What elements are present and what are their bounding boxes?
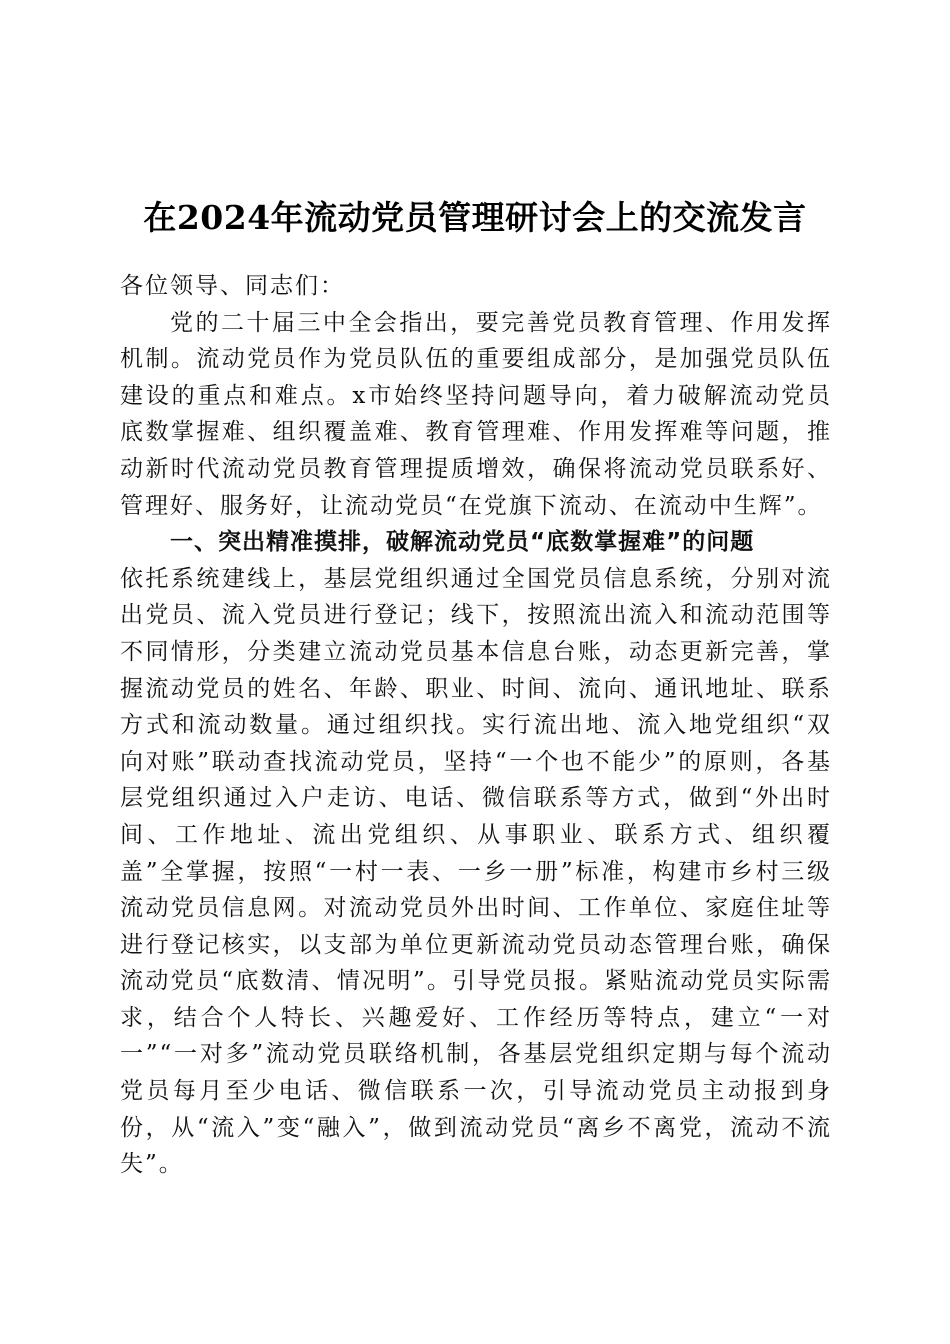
section-body-paragraph: 依托系统建线上，基层党组织通过全国党员信息系统，分别对流出党员、流入党员进行登记；线下，按照流出流入和流动范围等不同情形，分类建立流动党员基本信息台账，动态更新完善，掌握流动党员的姓名、年龄、职业、时间、流向、通讯地址、联系方式和流动数量。通过组织找。实行流出地、流入地党组织“双向对账”联动查找流动党员，坚持“一个也不能少”的原则，各基层党组织通过入户走访、电话、微信联系等方式，做到“外出时间、工作地址、流出党组织、从事职业、联系方式、组织覆盖”全掌握，按照“一村一表、一乡一册”标准，构建市乡村三级流动党员信息网。对流动党员外出时间、工作单位、家庭住址等进行登记核实，以支部为单位更新流动党员动态管理台账，确保流动党员“底数清、情况明”。引导党员报。紧贴流动党员实际需求，结合个人特长、兴趣爱好、工作经历等特点，建立“一对一”“一对多”流动党员联络机制，各基层党组织定期与每个流动党员每月至少电话、微信联系一次，引导流动党员主动报到身份，从“流入”变“融入”，做到流动党员“离乡不离党，流动不流失”。 (120, 565, 832, 1178)
document-body (120, 268, 832, 1183)
document-title: 在2024年流动党员管理研讨会上的交流发言 (143, 198, 807, 237)
section-heading: 一、突出精准摸排，破解流动党员“底数掌握难”的问题 (170, 529, 755, 556)
intro-paragraph: 党的二十届三中全会指出，要完善党员教育管理、作用发挥机制。流动党员作为党员队伍的重要组成部分，是加强党员队伍建设的重点和难点。x市始终坚持问题导向，着力破解流动党员底数掌握难、组织覆盖难、教育管理难、作用发挥难等问题，推动新时代流动党员教育管理提质增效，确保将流动党员联系好、管理好、服务好，让流动党员“在党旗下流动、在流动中生辉”。 (120, 309, 832, 519)
salutation: 各位领导、同志们： (120, 273, 345, 299)
